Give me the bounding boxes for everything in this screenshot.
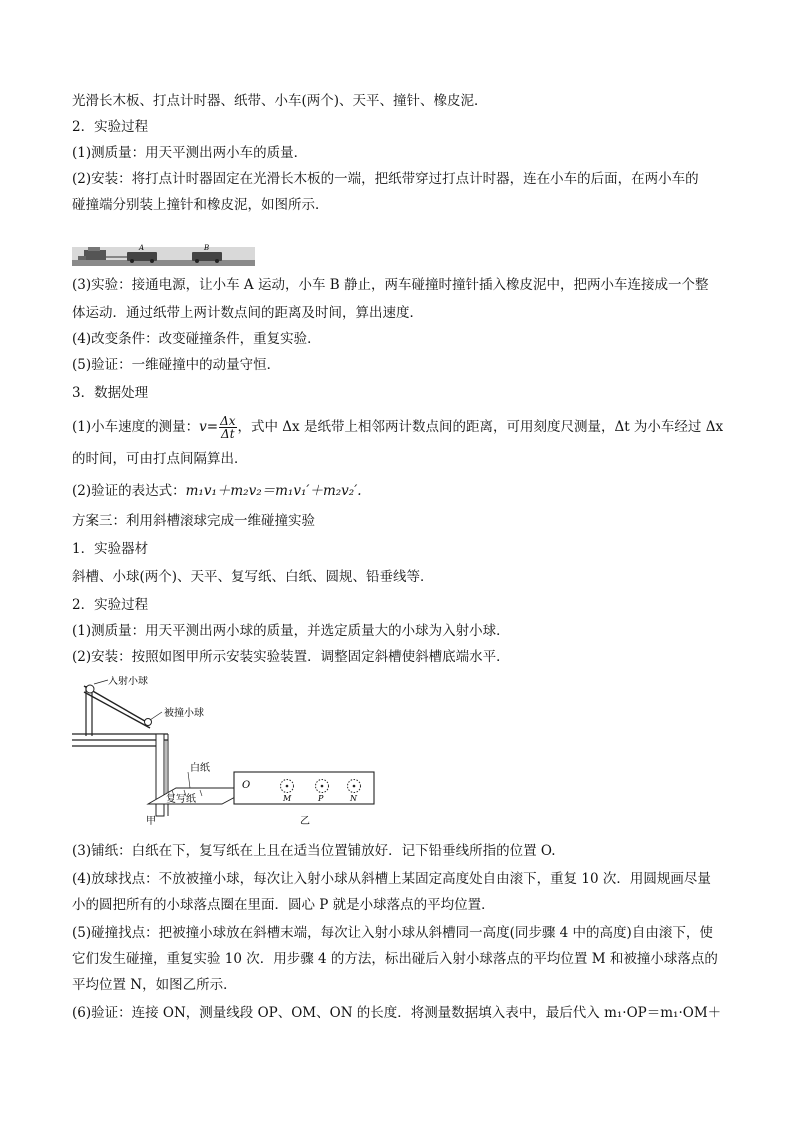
- paragraph: 它们发生碰撞，重复实验 10 次．用步骤 4 的方法，标出碰后入射小球落点的平均位置 M 和被撞小球落点的: [72, 951, 718, 967]
- paragraph: (1)测质量：用天平测出两小球的质量，并选定质量大的小球为入射小球．: [72, 623, 510, 639]
- paragraph: (3)实验：接通电源，让小车 A 运动，小车 B 静止，两车碰撞时撞针插入橡皮泥中，把两小车连接成一个整: [72, 277, 709, 293]
- section-heading: 3．数据处理: [72, 385, 149, 401]
- paragraph: (1)测质量：用天平测出两小车的质量．: [72, 145, 308, 161]
- section-heading: 2．实验过程: [72, 119, 149, 135]
- cart-a-label: A: [139, 244, 145, 252]
- paragraph: (5)验证：一维碰撞中的动量守恒．: [72, 357, 281, 373]
- figure-jia-caption: 甲: [146, 816, 156, 826]
- paragraph: (5)碰撞找点：把被撞小球放在斜槽末端，每次让入射小球从斜槽同一高度(同步骤 4 中的高度)自由滚下，使: [72, 925, 713, 941]
- section-heading: 1．实验器材: [72, 541, 149, 557]
- paragraph: 的时间，可由打点间隔算出．: [72, 451, 248, 467]
- incline-apparatus-figure: [72, 676, 392, 826]
- paragraph: (3)铺纸：白纸在下，复写纸在上且在适当位置铺放好．记下铅垂线所指的位置 O.: [72, 843, 556, 859]
- paragraph: 斜槽、小球(两个)、天平、复写纸、白纸、圆规、铅垂线等．: [72, 569, 434, 585]
- point-m-label: M: [283, 794, 292, 803]
- paragraph: (2)安装：按照如图甲所示安装实验装置．调整固定斜槽使斜槽底端水平．: [72, 649, 510, 665]
- paragraph: 体运动．通过纸带上两计数点间的距离及时间，算出速度．: [72, 305, 423, 321]
- carbon-paper-label: 复写纸: [166, 794, 196, 805]
- point-o-label: O: [242, 780, 251, 791]
- point-p-label: P: [318, 794, 324, 803]
- white-paper-label: 白纸: [190, 763, 210, 774]
- paragraph: (2)安装：将打点计时器固定在光滑长木板的一端，把纸带穿过打点计时器，连在小车的后面，在两小车的: [72, 171, 699, 187]
- incident-ball-label: 入射小球: [108, 676, 148, 687]
- point-n-label: N: [350, 794, 357, 803]
- cart-track-figure: [72, 244, 255, 266]
- paragraph: 碰撞端分别装上撞针和橡皮泥，如图所示．: [72, 197, 329, 213]
- expression-line: (2)验证的表达式：m₁v₁＋m₂v₂＝m₁v₁′＋m₂v₂′.: [72, 483, 362, 499]
- paragraph: 光滑长木板、打点计时器、纸带、小车(两个)、天平、撞针、橡皮泥．: [72, 93, 488, 109]
- target-ball-label: 被撞小球: [164, 708, 204, 719]
- paragraph: 小的圆把所有的小球落点圈在里面．圆心 P 就是小球落点的平均位置．: [72, 897, 495, 913]
- paragraph: (4)改变条件：改变碰撞条件，重复实验．: [72, 331, 321, 347]
- paragraph: (4)放球找点：不放被撞小球，每次让入射小球从斜槽上某固定高度处自由滚下，重复 10 次．用圆规画尽量: [72, 871, 711, 887]
- velocity-formula-line: (1)小车速度的测量：v= $\frac{\Delta x}{\Delta t}$ ，式中 Δx 是纸带上相邻两计数点间的距离，可用刻度尺测量，Δt 为小车经过 Δx: [72, 414, 724, 441]
- paragraph: (6)验证：连接 ON，测量线段 OP、OM、ON 的长度．将测量数据填入表中，最后代入 m₁·OP＝m₁·OM＋: [72, 1005, 722, 1021]
- conservation-expression: m₁v₁＋m₂v₂＝m₁v₁′＋m₂v₂′.: [185, 483, 362, 499]
- section-heading: 方案三：利用斜槽滚球完成一维碰撞实验: [72, 513, 315, 529]
- cart-b-label: B: [204, 244, 210, 252]
- figure-yi-caption: 乙: [300, 816, 310, 826]
- paragraph: 平均位置 N，如图乙所示．: [72, 977, 237, 993]
- velocity-fraction: $\frac{\Delta x}{\Delta t}$: [220, 414, 236, 441]
- section-heading: 2．实验过程: [72, 597, 149, 613]
